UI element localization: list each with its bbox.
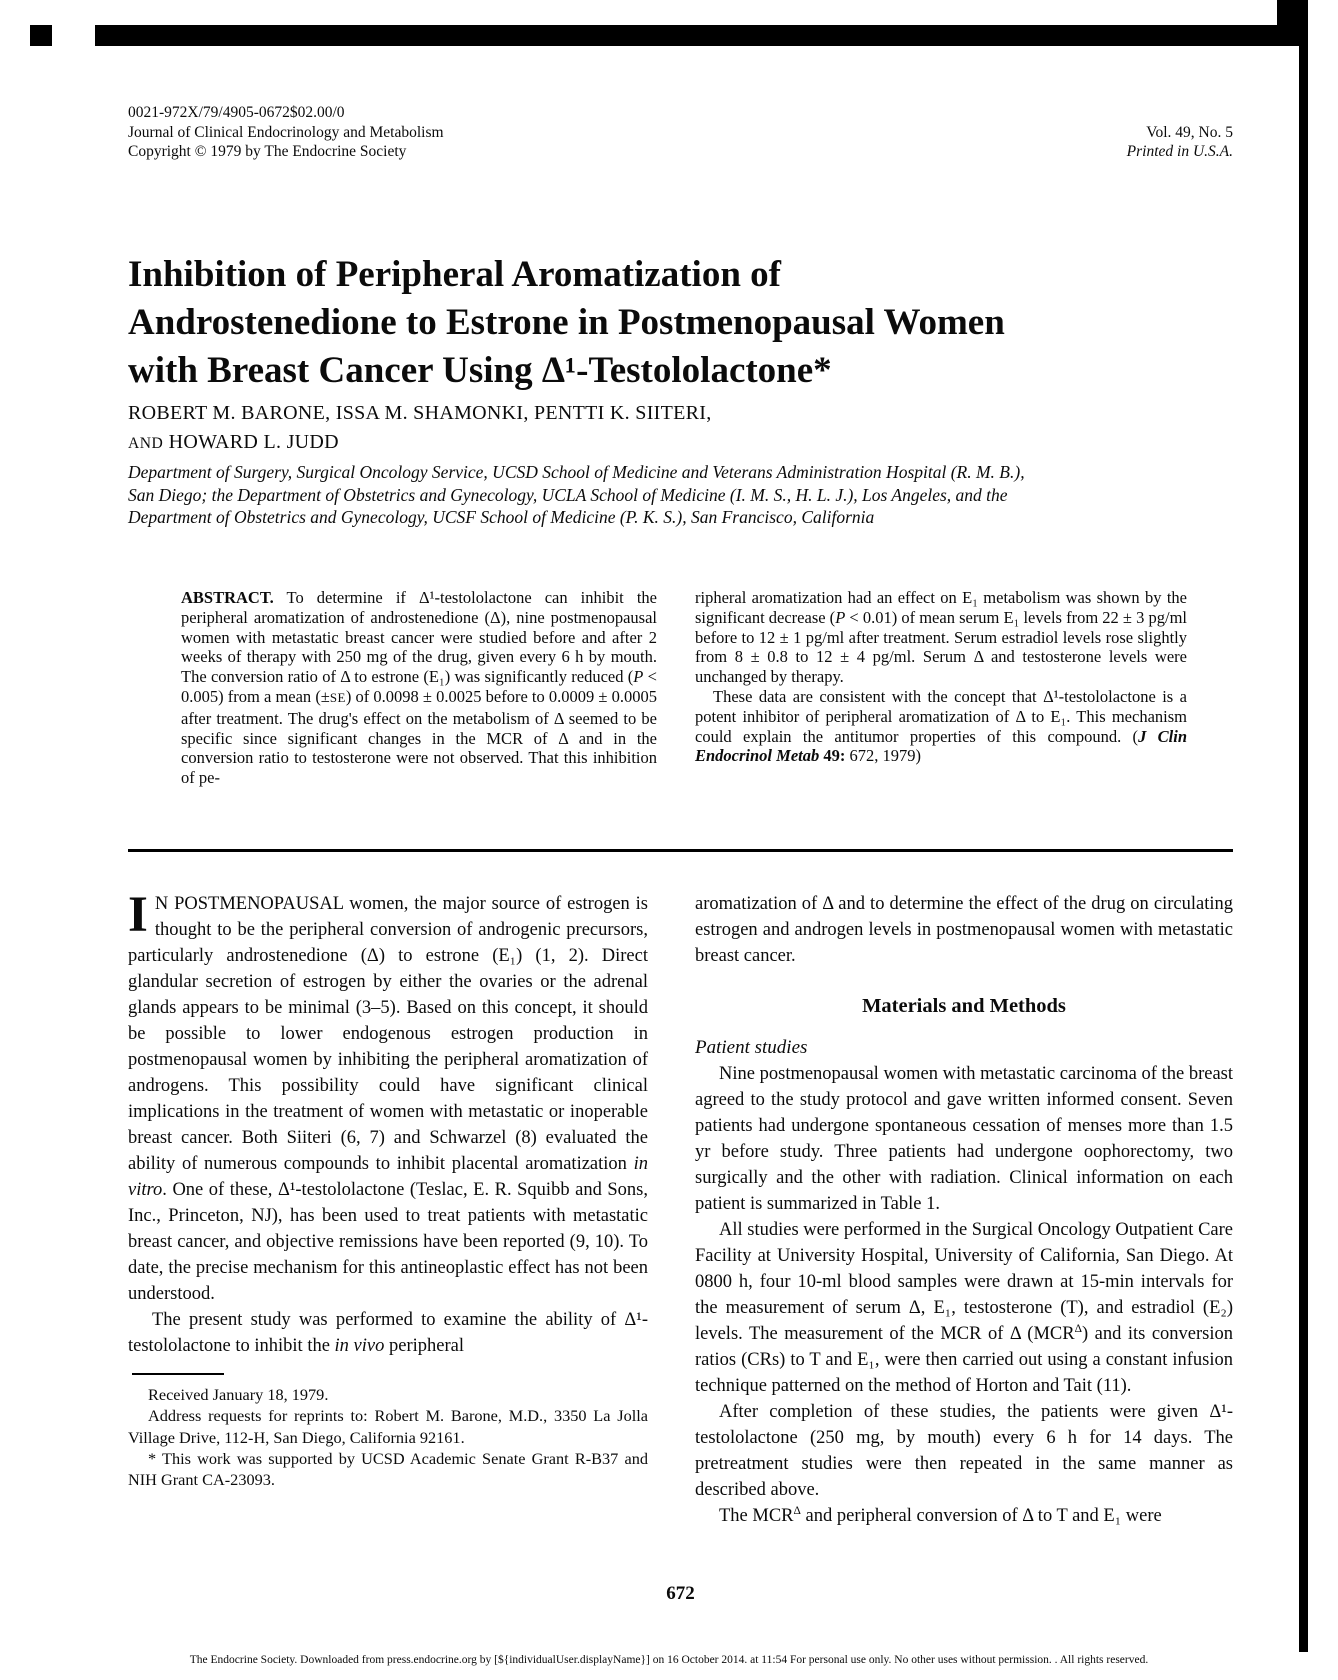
affiliation-block: Department of Surgery, Surgical Oncology Service, UCSD School of Medicine and Veterans Administration Hospital (R. M. B.), San Diego; the Department of Obstetrics and Gynecology, UCLA School of Medicine (I. M. S., H. L. J.), Los Angeles, and the Department of Obstetrics and Gynecology, UCSF School of Medicine (P. K. S.), San Francisco, California (128, 462, 1025, 527)
footnote-reprints: Address requests for reprints to: Robert M. Barone, M.D., 3350 La Jolla Village Drive, 112-H, San Diego, California 92161. (128, 1406, 648, 1447)
masthead-right (1127, 123, 1233, 162)
issn-code-line: 0021-972X/79/4905-0672$02.00/0 (128, 104, 345, 121)
drop-cap-letter: I (128, 887, 148, 943)
volume-number-line: Vol. 49, No. 5 (1146, 123, 1233, 141)
article-body (128, 887, 1234, 1529)
body-column-right (695, 891, 1233, 1529)
page-number: 672 (666, 1583, 695, 1604)
patient-studies-subheading: Patient studies (695, 1037, 808, 1058)
footnote-separator-rule (132, 1373, 224, 1375)
footnote-support: * This work was supported by UCSD Academic Senate Grant R-B37 and NIH Grant CA-23093. (128, 1448, 648, 1490)
studies-paragraph: All studies were performed in the Surgical Oncology Outpatient Care Facility at University Hospital, University of California, San Diego. At 0800 h, four 10-ml blood samples were drawn at 15-min intervals for the measurement of serum Δ, E₁, testosterone (T), and estradiol (E₂) levels. The measurement of the MCR of Δ $(MCR^\Delta)$ and its conversion ratios (CRs) to T and E₁, were then carried out using a constant infusion technique patterned on the method of Horton and Tait (11). (695, 1220, 1234, 1396)
masthead (128, 103, 1233, 162)
intro-paragraph-text: N POSTMENOPAUSAL women, the major source of estrogen is thought to be the peripheral conversion of androgenic precursors, particularly androstenedione (Δ) to estrone (E₁) (1, 2). Direct glandular secretion of estrogen by either the ovaries or the adrenal glands appears to be minimal (3–5). Based on this concept, it should be possible to lower endogenous estrogen production in postmenopausal women by inhibiting the peripheral aromatization of androgens. This possibility could have significant clinical implications in the treatment of women with metastatic or inoperable breast cancer. Both Siiteri (6, 7) and Schwarzel (8) evaluated the ability of numerous compounds to inhibit placental aromatization in vitro. One of these, Δ¹-testololactone (Teslac, E. R. Squibb and Sons, Inc., Princeton, NJ), has been used to treat patients with metastatic breast cancer, and objective remissions have been reported (9, 10). To date, the precise mechanism for this antineoplastic effect has not been understood. (128, 894, 648, 1304)
footnotes-block (128, 1373, 648, 1490)
present-study-paragraph: The present study was performed to examine the ability of Δ¹-testololactone to inhibit the in vivo peripheral (128, 1310, 648, 1356)
printed-in-line: Printed in U.S.A. (1126, 143, 1233, 160)
intro-paragraph (128, 887, 648, 1307)
continuation-paragraph: aromatization of Δ and to determine the effect of the drug on circulating estrogen and androgen levels in postmenopausal women with metastatic breast cancer. (695, 894, 1233, 966)
abstract-paragraph-left: ABSTRACT. To determine if Δ¹-testololactone can inhibit the peripheral aromatization of androstenedione (Δ), nine postmenopausal women with metastatic breast cancer were studied before and after 2 weeks of therapy with 250 mg of the drug, given every 6 h by mouth. The conversion ratio of Δ to estrone (E₁) was significantly reduced (P < 0.005) from a mean (±SE) of 0.0098 ± 0.0025 before to 0.0009 ± 0.0005 after treatment. The drug's effect on the metabolism of Δ seemed to be specific since significant changes in the MCR of Δ and in the conversion ratio to testosterone were not observed. That this inhibition of pe- (181, 588, 657, 788)
article-title (128, 251, 1188, 395)
authors-line1: ROBERT M. BARONE, ISSA M. SHAMONKI, PENTTI K. SIITERI, (128, 402, 712, 424)
journal-name-line: Journal of Clinical Endocrinology and Metabolism (128, 123, 444, 141)
authors-block (128, 399, 712, 458)
right-edge-black-bar (1299, 0, 1308, 1652)
abstract-column-right (695, 588, 1187, 788)
article-title-line2: Androstenedione to Estrone in Postmenopausal Women (128, 302, 1005, 343)
abstract-paragraph-right-2: These data are consistent with the concept that Δ¹-testololactone is a potent inhibitor of peripheral aromatization of Δ to E₁. This mechanism could explain the antitumor properties of this compound. (J Clin Endocrinol Metab 49: 672, 1979) (695, 686, 1187, 766)
top-black-bar (95, 25, 1308, 46)
article-title-line1: Inhibition of Peripheral Aromatization of (128, 254, 781, 295)
abstract-paragraph-right-1: ripheral aromatization had an effect on E₁ metabolism was shown by the significant decrease (P < 0.01) of mean serum E₁ levels from 22 ± 3 pg/ml before to 12 ± 1 pg/ml after treatment. Serum estradiol levels rose slightly from 8 ± 0.8 to 12 ± 4 pg/ml. Serum Δ and testosterone levels were unchanged by therapy. (695, 588, 1187, 687)
abstract-divider-rule (128, 849, 1233, 852)
copyright-line: Copyright © 1979 by The Endocrine Society (128, 143, 407, 160)
materials-methods-heading: Materials and Methods (862, 995, 1066, 1017)
abstract-column-left (181, 588, 657, 788)
download-notice: The Endocrine Society. Downloaded from press.endocrine.org by [${individualUser.displayName}] on 16 October 2014. at 11:54 For personal use only. No other uses without permission. . All rights reserved. (189, 1654, 1149, 1666)
authors-line2: AND HOWARD L. JUDD (128, 431, 339, 453)
mcr-paragraph: The $MCR^\Delta$ and peripheral conversion of Δ to T and E₁ were (719, 1504, 1162, 1526)
body-column-left (128, 887, 648, 1529)
patients-paragraph: Nine postmenopausal women with metastatic carcinoma of the breast agreed to the study protocol and gave written informed consent. Seven patients had undergone spontaneous cessation of menses more than 1.5 yr before study. Three patients had undergone oophorectomy, two surgically and the other with radiation. Clinical information on each patient is summarized in Table 1. (695, 1064, 1233, 1214)
registration-square-mark (30, 25, 52, 46)
masthead-left (128, 103, 444, 162)
article-title-line3: with Breast Cancer Using Δ¹-Testololactone* (128, 350, 832, 391)
abstract-section (181, 588, 1187, 788)
footnote-received: Received January 18, 1979. (148, 1385, 329, 1404)
after-completion-paragraph: After completion of these studies, the patients were given Δ¹-testololactone (250 mg, by mouth) every 6 h for 14 days. The pretreatment studies were then repeated in the same manner as described above. (695, 1402, 1233, 1500)
